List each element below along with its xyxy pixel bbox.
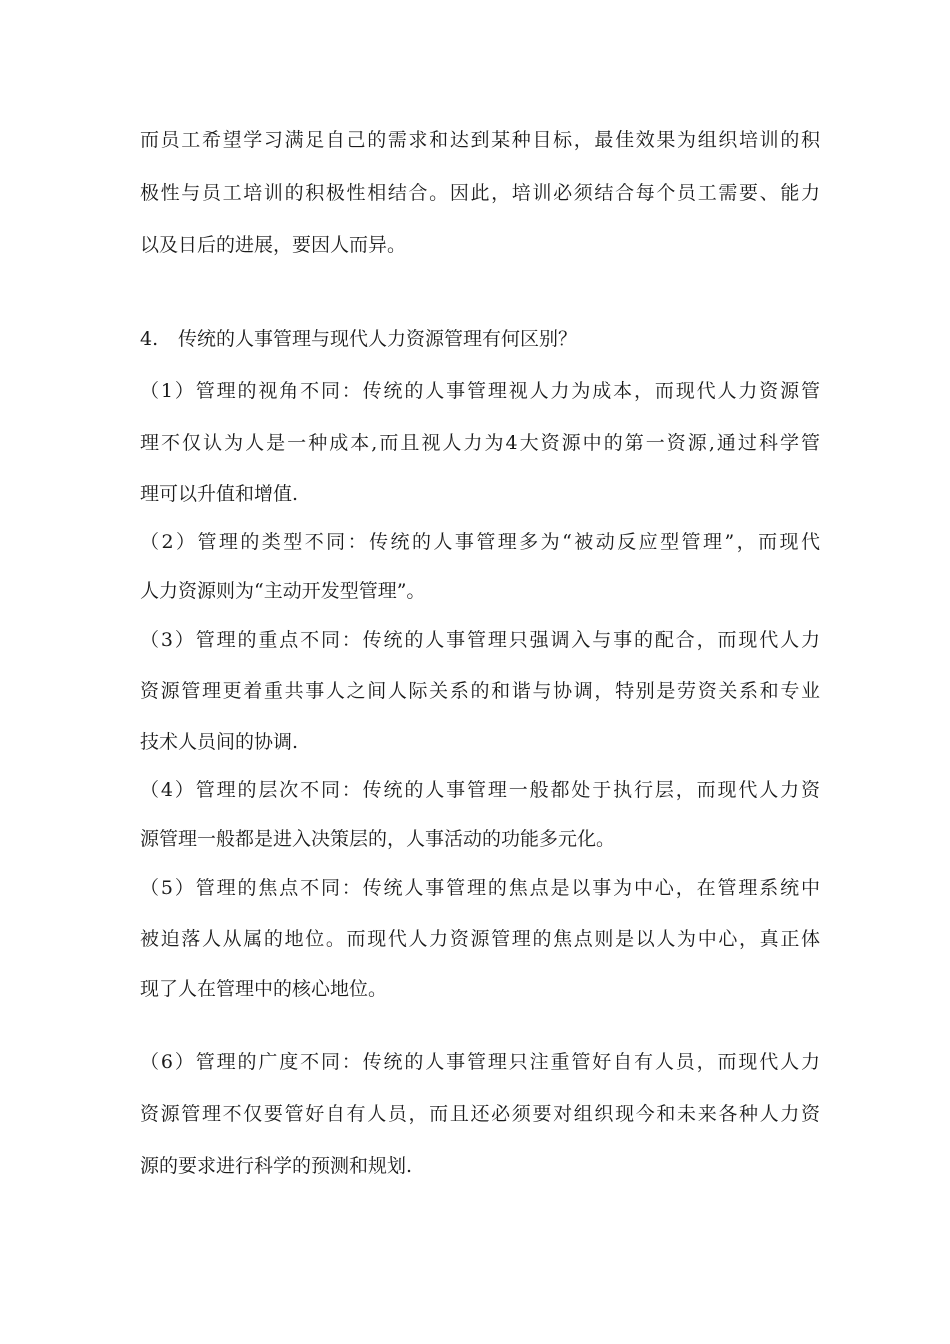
item-1-line-2: 理不仅认为人是一种成本,而且视人力为4大资源中的第一资源,通过科学管	[140, 432, 820, 454]
question-heading	[140, 327, 820, 351]
item-1-line-3: 理可以升值和增值.	[140, 483, 299, 505]
item-1-line-1: （1）管理的视角不同：传统的人事管理视人力为成本，而现代人力资源管	[140, 380, 820, 402]
question-title: 传统的人事管理与现代人力资源管理有何区别？	[178, 328, 578, 350]
question-number: 4.	[140, 328, 159, 350]
item-3-line-2: 资源管理更着重共事人之间人际关系的和谐与协调，特别是劳资关系和专业	[140, 680, 820, 702]
item-2-line-1: （2）管理的类型不同：传统的人事管理多为“被动反应型管理”，而现代	[140, 531, 820, 553]
item-4-line-2: 源管理一般都是进入决策层的，人事活动的功能多元化。	[140, 828, 616, 850]
item-6-line-2: 资源管理不仅要管好自有人员，而且还必须要对组织现今和未来各种人力资	[140, 1103, 820, 1125]
item-3-line-3: 技术人员间的协调.	[140, 731, 299, 753]
item-2-line-2: 人力资源则为“主动开发型管理”。	[140, 580, 426, 602]
item-5-line-3: 现了人在管理中的核心地位。	[140, 978, 388, 1000]
intro-line-1: 而员工希望学习满足自己的需求和达到某种目标，最佳效果为组织培训的积	[140, 129, 820, 151]
item-4-line-1: （4）管理的层次不同：传统的人事管理一般都处于执行层，而现代人力资	[140, 779, 820, 801]
item-6-line-1: （6）管理的广度不同：传统的人事管理只注重管好自有人员，而现代人力	[140, 1051, 820, 1073]
item-3-line-1: （3）管理的重点不同：传统的人事管理只强调入与事的配合，而现代人力	[140, 629, 820, 651]
intro-line-3: 以及日后的进展，要因人而异。	[140, 234, 407, 256]
item-6-line-3: 源的要求进行科学的预测和规划.	[140, 1155, 413, 1177]
item-5-line-2: 被迫落人从属的地位。而现代人力资源管理的焦点则是以人为中心，真正体	[140, 928, 820, 950]
intro-line-2: 极性与员工培训的积极性相结合。因此，培训必须结合每个员工需要、能力	[140, 182, 820, 204]
item-5-line-1: （5）管理的焦点不同：传统人事管理的焦点是以事为中心，在管理系统中	[140, 877, 820, 899]
